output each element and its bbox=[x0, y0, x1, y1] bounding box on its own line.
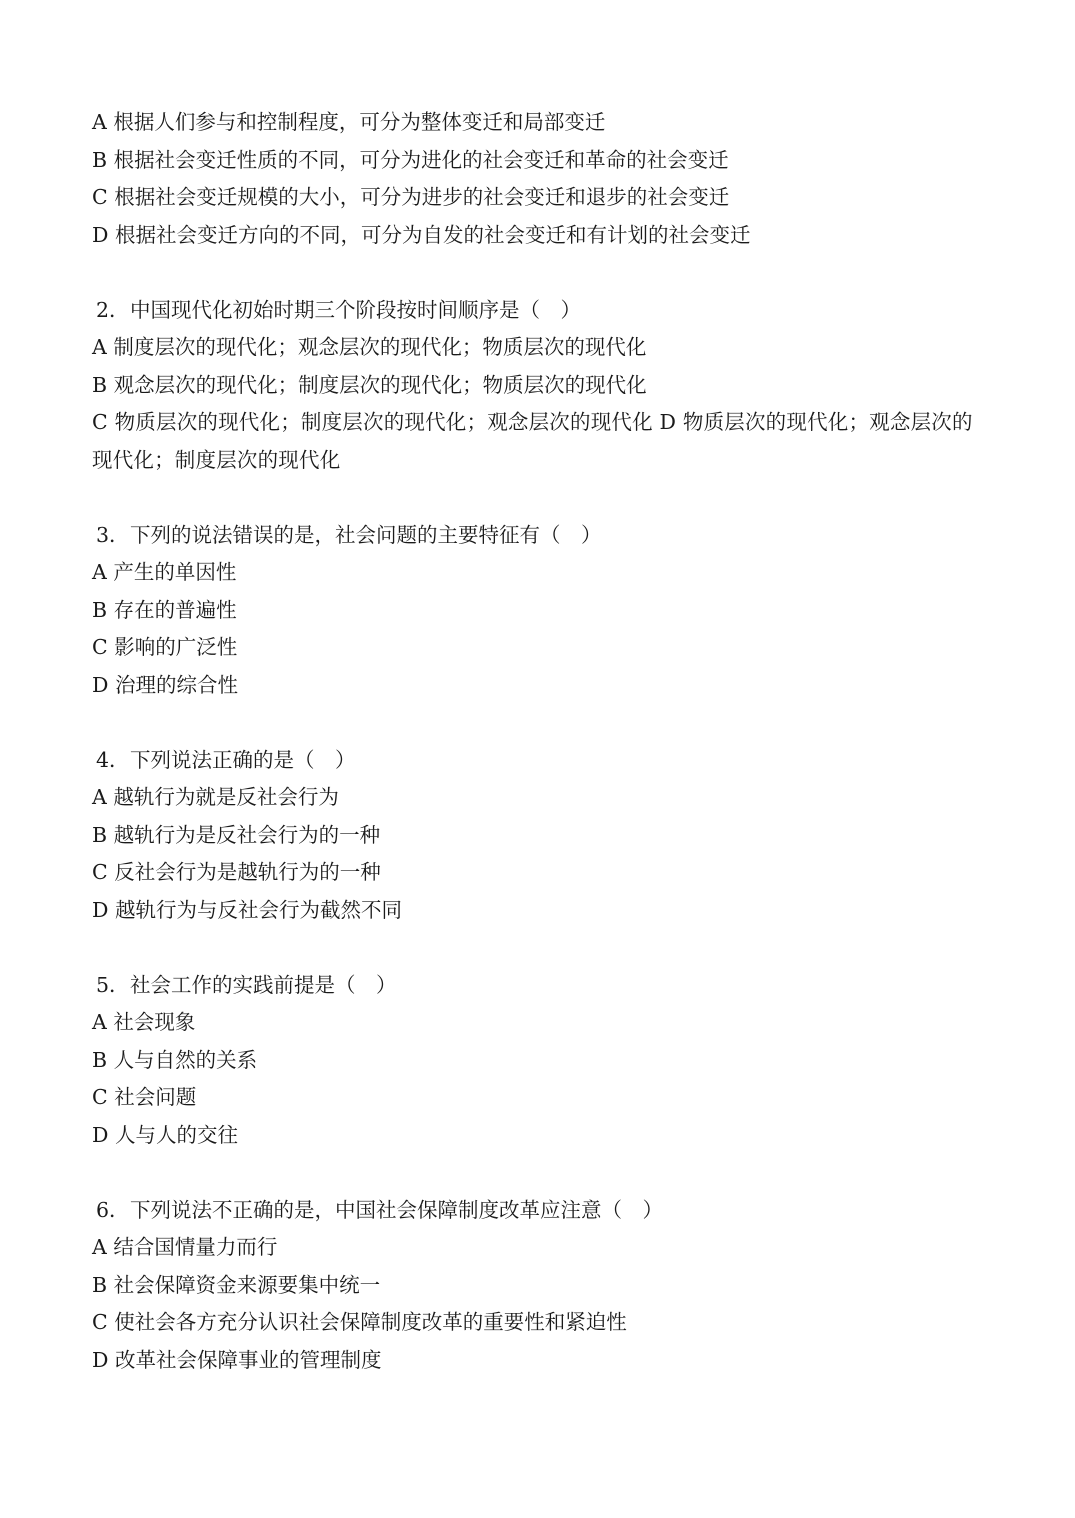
option-c: C 社会问题 bbox=[92, 1085, 197, 1109]
option-a: A 制度层次的现代化；观念层次的现代化；物质层次的现代化 bbox=[92, 335, 647, 359]
question-text: 下列说法不正确的是，中国社会保障制度改革应注意（ ） bbox=[130, 1197, 663, 1222]
option-b: B 社会保障资金来源要集中统一 bbox=[92, 1272, 381, 1297]
question-3 bbox=[92, 517, 992, 705]
question-number: 3． bbox=[96, 522, 130, 547]
spacer bbox=[92, 929, 992, 967]
spacer bbox=[92, 254, 992, 292]
option-a: A 产生的单因性 bbox=[92, 560, 237, 584]
question-2 bbox=[92, 292, 992, 480]
question-stem bbox=[92, 742, 992, 780]
question-5 bbox=[92, 967, 992, 1155]
spacer bbox=[92, 1154, 992, 1192]
question-6 bbox=[92, 1192, 992, 1380]
question-text: 中国现代化初始时期三个阶段按时间顺序是（ ） bbox=[130, 297, 581, 322]
spacer bbox=[92, 479, 992, 517]
option-b: B 观念层次的现代化；制度层次的现代化；物质层次的现代化 bbox=[92, 372, 647, 397]
question-text: 社会工作的实践前提是（ ） bbox=[130, 972, 397, 997]
question-number: 2． bbox=[96, 297, 130, 322]
option-d: D 人与人的交往 bbox=[92, 1122, 238, 1147]
option-b: B 越轨行为是反社会行为的一种 bbox=[92, 822, 381, 847]
option-c-d: C 物质层次的现代化；制度层次的现代化；观念层次的现代化 D 物质层次的现代化；观念层次的现代化；制度层次的现代化 bbox=[92, 410, 973, 472]
option-c: C 影响的广泛性 bbox=[92, 635, 238, 659]
question-1-options bbox=[92, 104, 992, 254]
option-b: B 存在的普遍性 bbox=[92, 597, 237, 622]
question-stem bbox=[92, 517, 992, 555]
option-a: A 社会现象 bbox=[92, 1010, 196, 1034]
question-number: 4． bbox=[96, 747, 130, 772]
option-d: D 治理的综合性 bbox=[92, 672, 238, 697]
question-4 bbox=[92, 742, 992, 930]
option-b: B 人与自然的关系 bbox=[92, 1047, 258, 1072]
question-text: 下列说法正确的是（ ） bbox=[130, 747, 356, 772]
option-d: D 改革社会保障事业的管理制度 bbox=[92, 1347, 382, 1372]
option-b: B 根据社会变迁性质的不同，可分为进化的社会变迁和革命的社会变迁 bbox=[92, 147, 729, 172]
question-stem bbox=[92, 1192, 992, 1230]
option-c: C 根据社会变迁规模的大小，可分为进步的社会变迁和退步的社会变迁 bbox=[92, 185, 730, 209]
option-a: A 根据人们参与和控制程度，可分为整体变迁和局部变迁 bbox=[92, 110, 606, 134]
exam-page bbox=[92, 104, 992, 1379]
question-number: 5． bbox=[96, 972, 130, 997]
option-c: C 使社会各方充分认识社会保障制度改革的重要性和紧迫性 bbox=[92, 1310, 627, 1334]
option-a: A 结合国情量力而行 bbox=[92, 1235, 278, 1259]
question-stem bbox=[92, 967, 992, 1005]
option-d: D 越轨行为与反社会行为截然不同 bbox=[92, 897, 402, 922]
spacer bbox=[92, 704, 992, 742]
option-d: D 根据社会变迁方向的不同，可分为自发的社会变迁和有计划的社会变迁 bbox=[92, 222, 751, 247]
question-stem bbox=[92, 292, 992, 330]
question-text: 下列的说法错误的是，社会问题的主要特征有（ ） bbox=[130, 522, 602, 547]
option-c: C 反社会行为是越轨行为的一种 bbox=[92, 860, 381, 884]
option-a: A 越轨行为就是反社会行为 bbox=[92, 785, 339, 809]
question-number: 6． bbox=[96, 1197, 130, 1222]
